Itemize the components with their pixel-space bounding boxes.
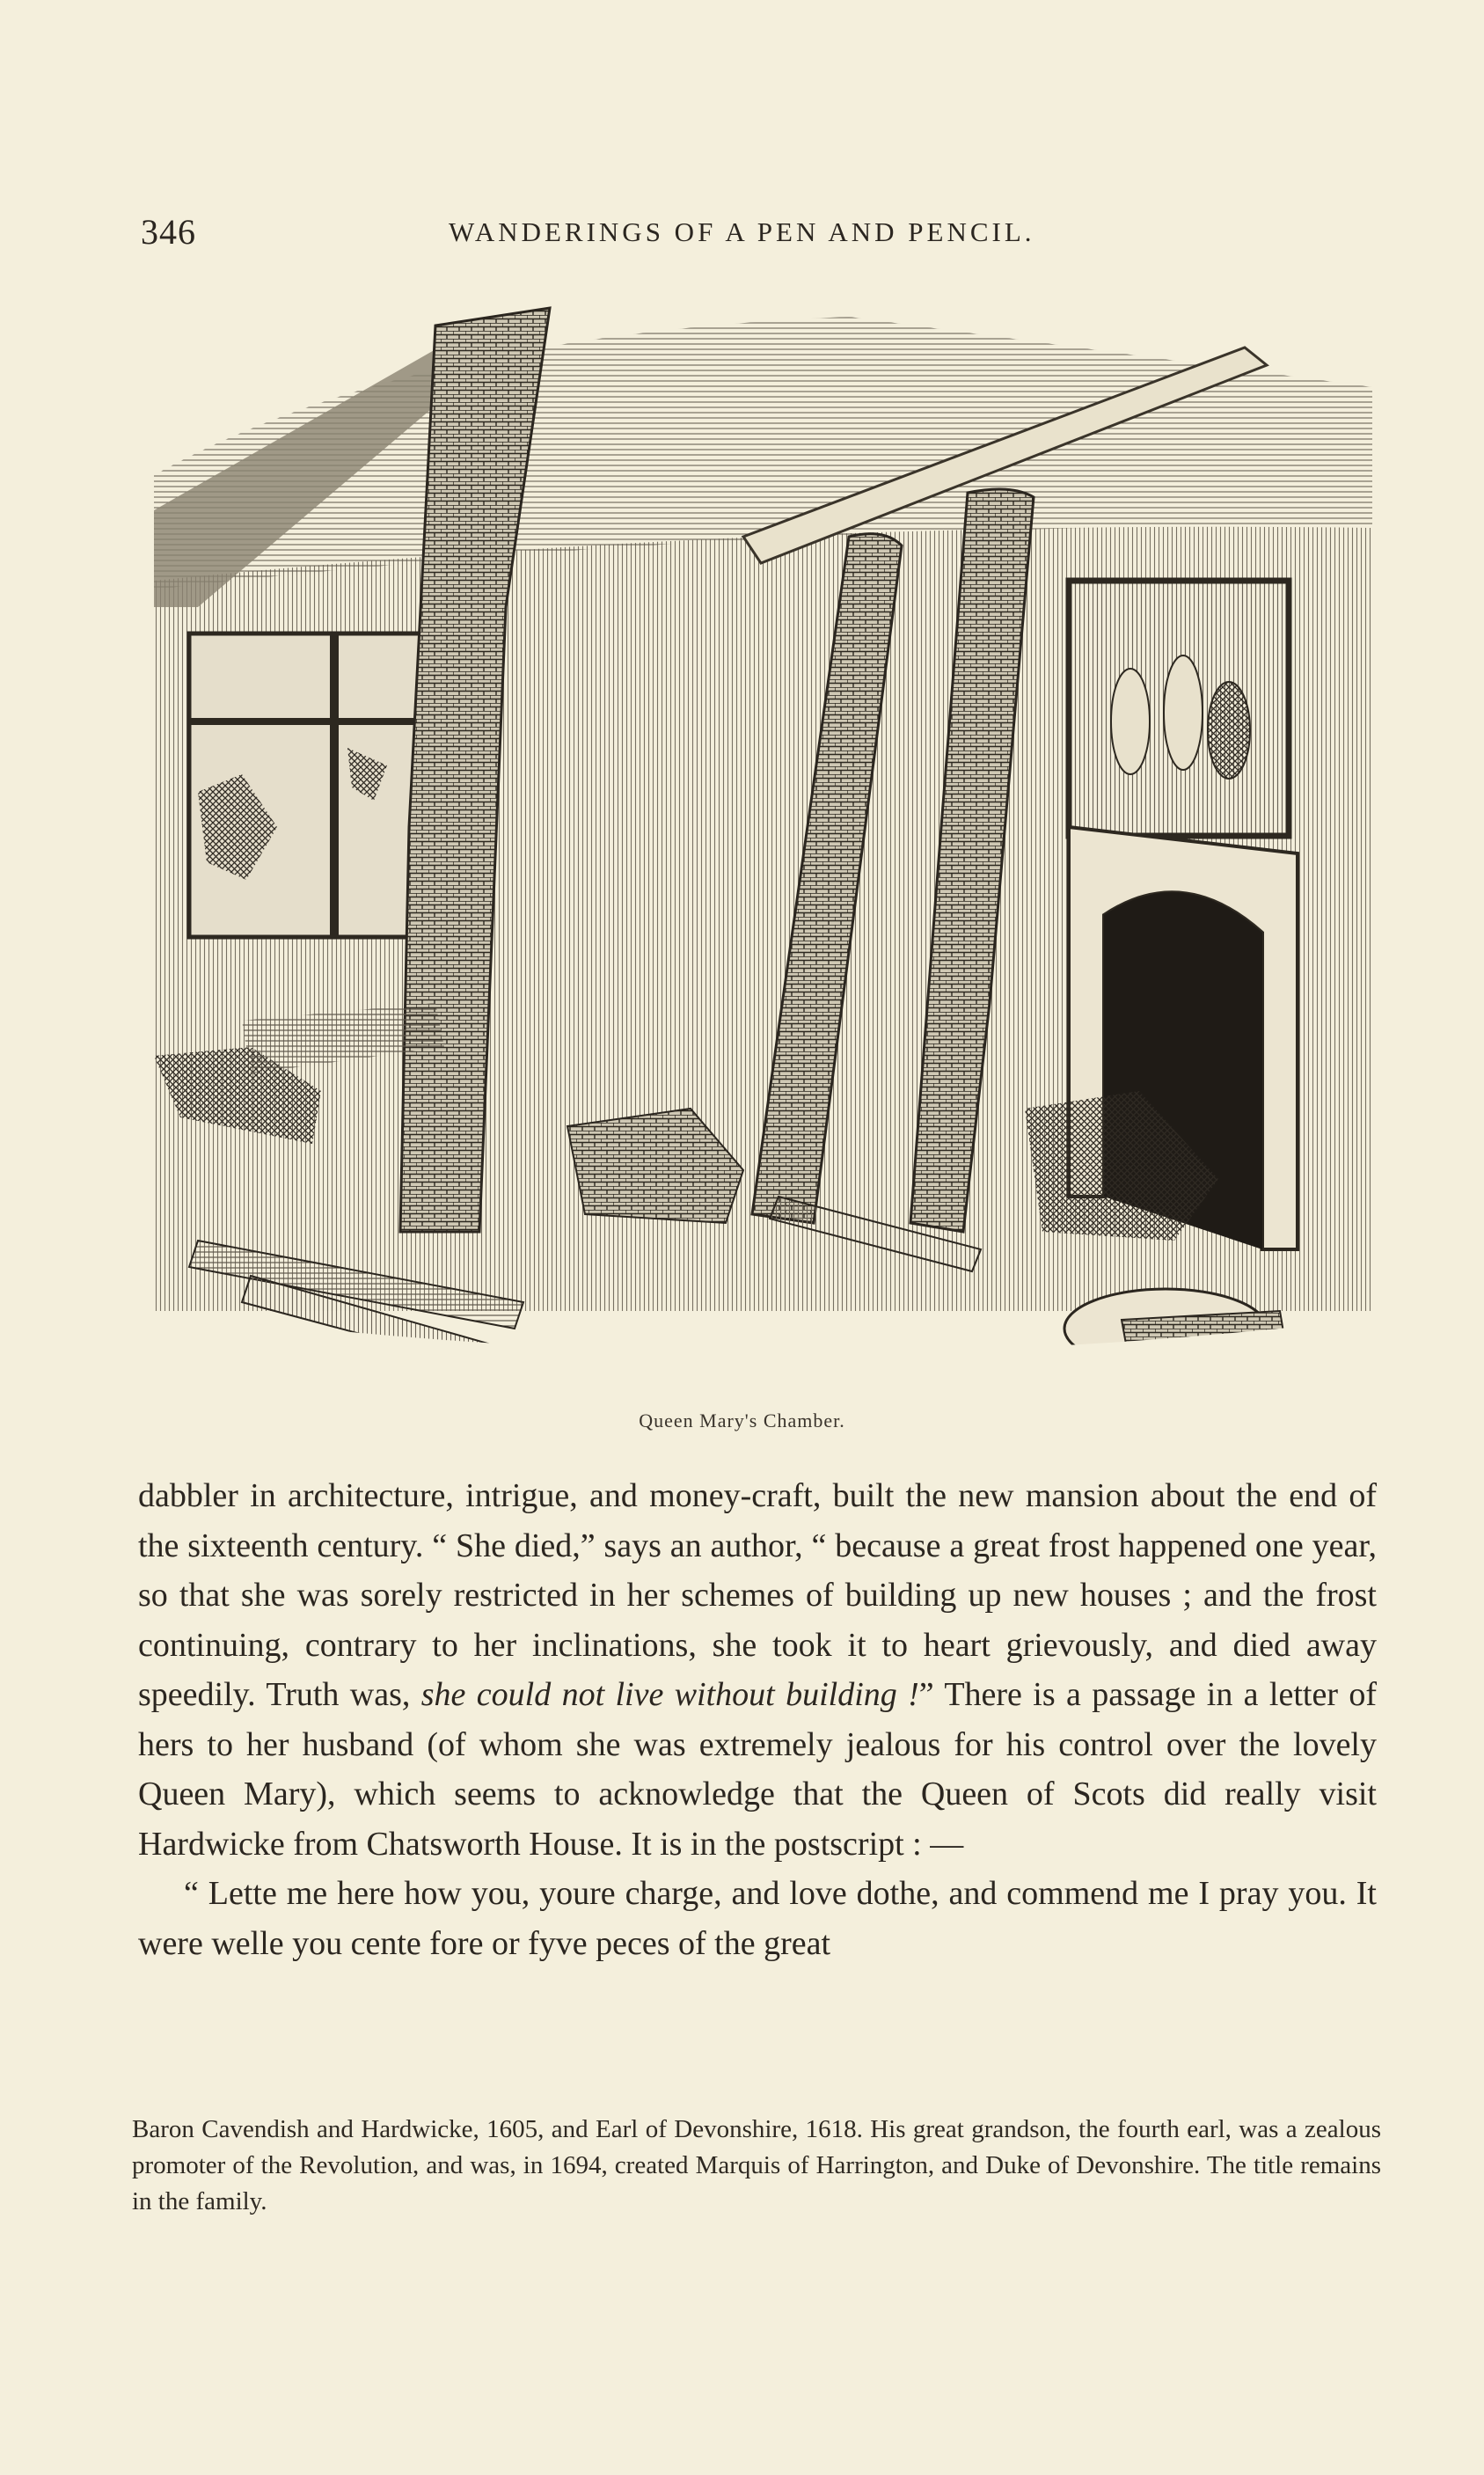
italic-quote: she could not live without building ! [420, 1676, 919, 1713]
footnote: Baron Cavendish and Hardwicke, 1605, and Earl of Devonshire, 1618. His great grandson, the fourth earl, was a zealous promoter of the Revolution, and was, in 1694, created Marquis of Harrington, and Duke of Devonshire. The title remains in the family. [132, 2115, 1381, 2215]
letter-quote-paragraph: “ Lette me here how you, youre charge, and love dothe, and commend me I pray you. It were welle you cente fore or fyve peces of the great [138, 1875, 1377, 1962]
running-head [141, 211, 1372, 255]
engraving-queen-marys-chamber [145, 299, 1377, 1399]
paragraph-text: ” There is a passage in a letter of hers to her husband (of whom she was extremely jealous for his control over the lovely Queen Mary), which seems to acknowledge that the Queen of Scots did really visit Hardwicke from Chatsworth House. It is in the postscript : — [138, 1676, 1377, 1863]
engraving-image [145, 299, 1377, 1399]
paragraph-text: dabbler in architecture, intrigue, and money-craft, built the new mansion about the end of the sixteenth century. “ She died,” says an author, “ because a great frost happened one year, so that she was sorely restricted in her schemes of building up new houses ; and the frost continuing, contrary to her inclinations, she took it to heart grievously, and died away speedily. Truth was, [138, 1477, 1377, 1713]
body-text [138, 1471, 1377, 1968]
running-title: WANDERINGS OF A PEN AND PENCIL. [449, 216, 1035, 247]
page-number: 346 [141, 212, 196, 252]
paragraph [138, 1471, 1377, 1869]
illustration-caption: Queen Mary's Chamber. [639, 1410, 845, 1432]
